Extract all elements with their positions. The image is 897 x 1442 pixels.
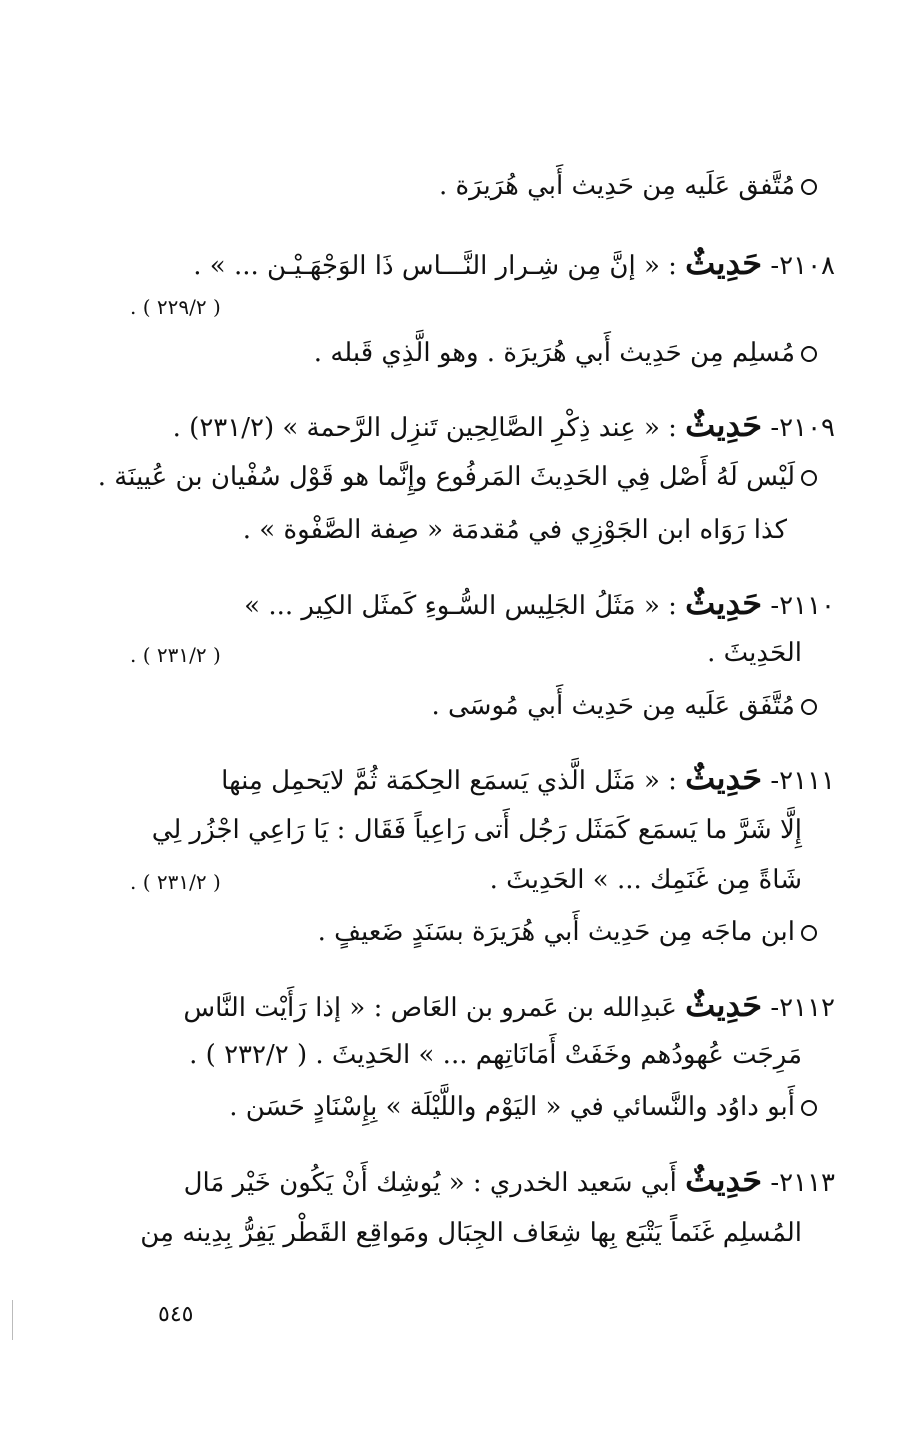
entry-keyword: حَدِيثٌ (685, 986, 763, 1024)
note-line: مُسلِم مِن حَدِيث أَبي هُرَيرَة . وهو الَّذِي قَبله . (314, 333, 817, 373)
scan-edge-mark (12, 1300, 13, 1340)
entry-2112 (183, 985, 835, 1028)
entry-reference: . ( ٢٣١/٢ ) (130, 870, 221, 894)
circle-bullet-icon (801, 699, 817, 715)
entry-continuation: مَرِجَت عُهودُهم وخَفَتْ أَمَانَاتِهم ... » الحَدِيثَ . ( ٢٣٢/٢ ) . (189, 1040, 802, 1070)
note-line: مُتَّفق عَلَيه مِن حَدِيث أَبي هُرَيرَة . (439, 166, 817, 206)
entry-keyword: حَدِيثٌ (685, 244, 763, 282)
entry-text: : « عِند ذِكْرِ الصَّالِحِين تَنزِل الرَّحمة » (٢٣١/٢) . (172, 413, 677, 443)
entry-2111 (221, 758, 835, 801)
entry-number: ٢١١٢- (770, 993, 835, 1023)
entry-2109 (173, 405, 835, 448)
note-line: مُتَّفَق عَلَيه مِن حَدِيث أَبي مُوسَى . (431, 686, 817, 726)
circle-bullet-icon (801, 925, 817, 941)
entry-number: ٢١٠٩- (770, 413, 835, 443)
entry-continuation: إِلَّا شَرَّ ما يَسمَع كَمَثَل رَجُل أَتى رَاعِياً فَقَال : يَا رَاعِي اجْزُر لِي (151, 815, 802, 845)
entry-number: ٢١١١- (770, 766, 835, 796)
entry-2113 (184, 1160, 835, 1203)
circle-bullet-icon (801, 179, 817, 195)
entry-text: : « مَثَل الَّذي يَسمَع الحِكمَة ثُمَّ لايَحمِل مِنها (221, 766, 677, 796)
entry-continuation: الحَدِيثَ . (707, 638, 802, 668)
page-number: ٥٤٥ (158, 1302, 194, 1327)
entry-reference: . ( ٢٢٩/٢ ) (130, 295, 221, 319)
note-line: لَيْس لَهُ أَصْل فِي الحَدِيثَ المَرفُوع وإِنَّما هو قَوْل سُفْيان بن عُيينَة . (98, 457, 817, 497)
entry-keyword: حَدِيثٌ (685, 1161, 763, 1199)
entry-text: : « إنَّ مِن شِـرار النَّـــاس ذَا الوَجْهَـيْـن ... » . (193, 251, 677, 281)
circle-bullet-icon (801, 470, 817, 486)
entry-text: : « مَثَلُ الجَلِيس السُّـوءِ كَمثَل الكِير ... » (244, 591, 677, 621)
entry-continuation: المُسلِم غَنَماً يَتْبَع بِها شِعَاف الجِبَال ومَواقِع القَطْر يَفِرُّ بِدِينه مِن (140, 1218, 802, 1248)
note-line-cont: كذا رَوَاه ابن الجَوْزِي في مُقدمَة « صِفة الصَّفْوة » . (242, 515, 787, 545)
entry-reference: . ( ٢٣١/٢ ) (130, 643, 221, 667)
entry-2110 (244, 583, 835, 626)
entry-continuation: شَاةً مِن غَنَمِك ... » الحَدِيثَ . (489, 865, 802, 895)
entry-text: عَبدِالله بن عَمرو بن العَاص : « إذا رَأَيْت النَّاس (183, 993, 677, 1023)
entry-number: ٢١١٠- (770, 591, 835, 621)
entry-keyword: حَدِيثٌ (685, 406, 763, 444)
entry-keyword: حَدِيثٌ (685, 584, 763, 622)
note-line: ابن ماجَه مِن حَدِيث أَبي هُرَيرَة بسَنَدٍ ضَعيفٍ . (318, 912, 817, 952)
entry-number: ٢١١٣- (770, 1168, 835, 1198)
note-line: أَبو داوُد والنَّسائي في « اليَوْم واللَّيْلَة » بِإِسْنَادٍ حَسَن . (229, 1087, 817, 1127)
circle-bullet-icon (801, 346, 817, 362)
entry-keyword: حَدِيثٌ (685, 759, 763, 797)
entry-2108 (193, 243, 835, 286)
entry-number: ٢١٠٨- (770, 251, 835, 281)
circle-bullet-icon (801, 1100, 817, 1116)
entry-text: أَبي سَعيد الخدري : « يُوشِك أَنْ يَكُون خَيْر مَال (183, 1168, 677, 1198)
